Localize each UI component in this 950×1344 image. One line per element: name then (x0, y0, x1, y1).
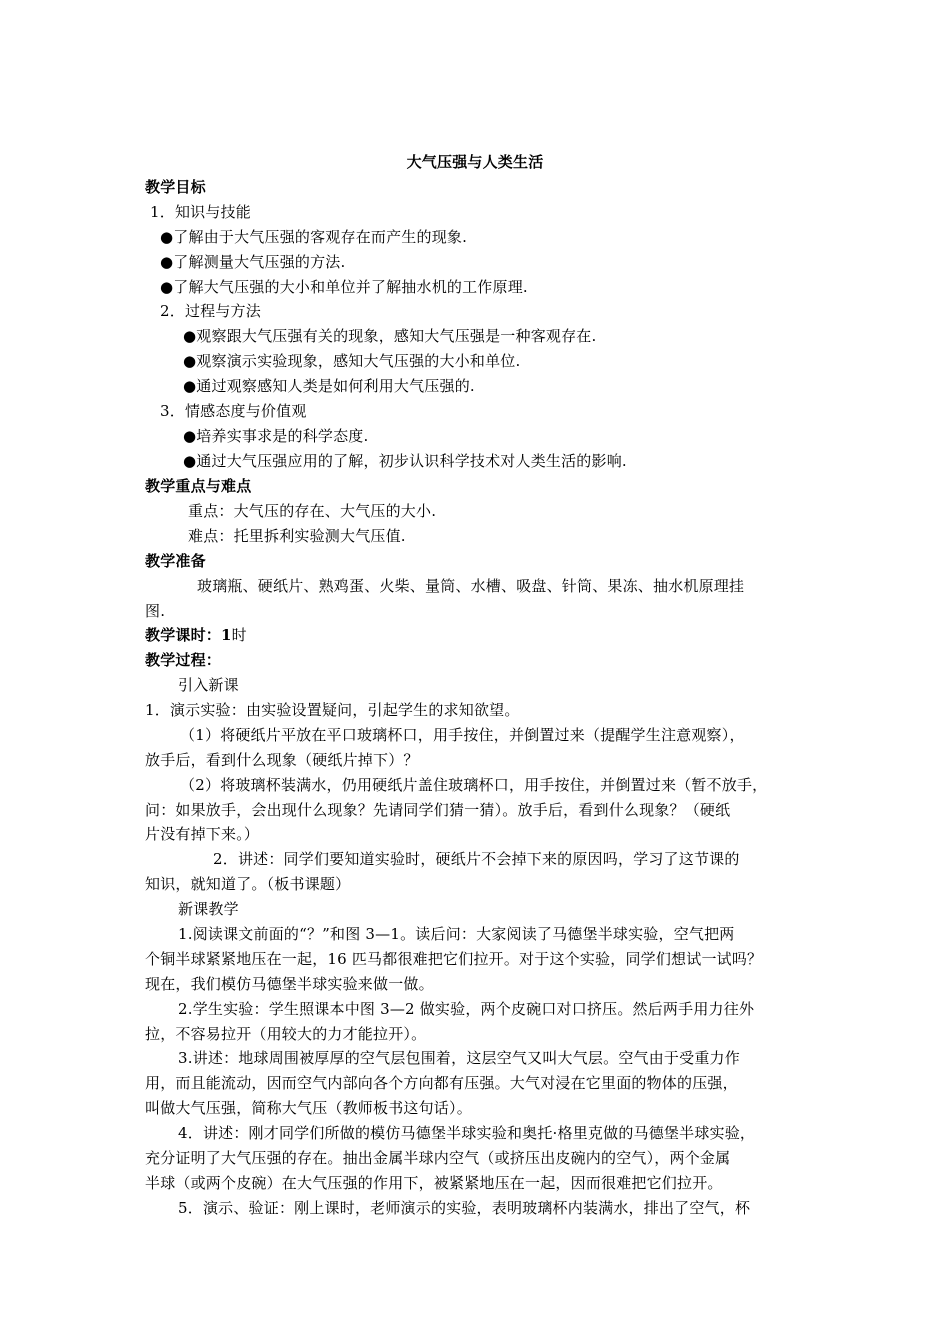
class-hours (145, 625, 247, 645)
bullet-item: ●培养实事求是的科学态度. (183, 427, 369, 445)
paragraph-line: 放手后，看到什么现象（硬纸片掉下）？ (145, 751, 419, 769)
paragraph-line: 用，而且能流动，因而空气内部向各个方向都有压强。大气对浸在它里面的物体的压强， (145, 1074, 738, 1092)
paragraph-line: 4．讲述：刚才同学们所做的模仿马德堡半球实验和奥托·格里克做的马德堡半球实验， (178, 1124, 756, 1142)
paragraph-line: （1）将硬纸片平放在平口玻璃杯口，用手按住，并倒置过来（提醒学生注意观察）， (180, 726, 745, 744)
paragraph-line: 个铜半球紧紧地压在一起，16 匹马都很难把它们拉开。对于这个实验，同学们想试一试吗？ (145, 950, 763, 968)
paragraph-line: 叫做大气压强，简称大气压（教师板书这句话）。 (145, 1099, 472, 1117)
intro-subheading: 引入新课 (178, 676, 239, 694)
section-knowledge-title: 1．知识与技能 (150, 203, 251, 221)
paragraph-line: 拉，不容易拉开（用较大的力才能拉开）。 (145, 1025, 427, 1043)
paragraph-line: 1.阅读课文前面的“？”和图 3—1。读后问：大家阅读了马德堡半球实验，空气把两 (178, 925, 735, 943)
class-hours-value: 1 (221, 626, 232, 644)
paragraph-line: 片没有掉下来。） (145, 825, 260, 843)
paragraph-line: 1．演示实验：由实验设置疑问，引起学生的求知欲望。 (145, 701, 520, 719)
class-hours-unit: 时 (231, 626, 247, 644)
prep-text-cont: 图. (145, 602, 166, 620)
paragraph-line: 3.讲述：地球周围被厚厚的空气层包围着，这层空气又叫大气层。空气由于受重力作 (178, 1049, 740, 1067)
prep-text: 玻璃瓶、硬纸片、熟鸡蛋、火柴、量筒、水槽、吸盘、针筒、果冻、抽水机原理挂 (197, 577, 745, 595)
difficult-point: 难点：托里拆利实验测大气压值. (188, 527, 406, 545)
objectives-heading: 教学目标 (145, 178, 206, 196)
key-point: 重点：大气压的存在、大气压的大小. (188, 502, 437, 520)
section-attitude-title: 3．情感态度与价值观 (160, 402, 307, 420)
bullet-item: ●了解由于大气压强的客观存在而产生的现象. (160, 228, 468, 246)
paragraph-line: 5．演示、验证：刚上课时，老师演示的实验，表明玻璃杯内装满水，排出了空气，杯 (178, 1199, 751, 1217)
bullet-item: ●通过观察感知人类是如何利用大气压强的. (183, 377, 475, 395)
paragraph-line: 问：如果放手，会出现什么现象？先请同学们猜一猜）。放手后，看到什么现象？（硬纸 (145, 801, 731, 819)
class-hours-label: 教学课时： (145, 626, 222, 644)
paragraph-line: 充分证明了大气压强的存在。抽出金属半球内空气（或挤压出皮碗内的空气），两个金属 (145, 1149, 731, 1167)
new-lesson-subheading: 新课教学 (178, 900, 239, 918)
paragraph-line: 现在，我们模仿马德堡半球实验来做一做。 (145, 975, 434, 993)
page-title: 大气压强与人类生活 (406, 153, 544, 171)
paragraph-line: （2）将玻璃杯装满水，仍用硬纸片盖住玻璃杯口，用手按住，并倒置过来（暂不放手， (180, 776, 768, 794)
paragraph-line: 2．讲述：同学们要知道实验时，硬纸片不会掉下来的原因吗，学习了这节课的 (213, 850, 740, 868)
paragraph-line: 半球（或两个皮碗）在大气压强的作用下，被紧紧地压在一起，因而很难把它们拉开。 (145, 1174, 723, 1192)
bullet-item: ●通过大气压强应用的了解，初步认识科学技术对人类生活的影响. (183, 452, 627, 470)
key-points-heading: 教学重点与难点 (145, 477, 252, 495)
paragraph-line: 2.学生实验：学生照课本中图 3—2 做实验，两个皮碗口对口挤压。然后两手用力往外 (178, 1000, 755, 1018)
process-heading: 教学过程： (145, 651, 222, 669)
prep-heading: 教学准备 (145, 552, 206, 570)
bullet-item: ●观察演示实验现象，感知大气压强的大小和单位. (183, 352, 521, 370)
bullet-item: ●了解大气压强的大小和单位并了解抽水机的工作原理. (160, 278, 528, 296)
section-process-title: 2．过程与方法 (160, 302, 261, 320)
paragraph-line: 知识，就知道了。（板书课题） (145, 875, 351, 893)
bullet-item: ●观察跟大气压强有关的现象，感知大气压强是一种客观存在. (183, 327, 597, 345)
bullet-item: ●了解测量大气压强的方法. (160, 253, 346, 271)
